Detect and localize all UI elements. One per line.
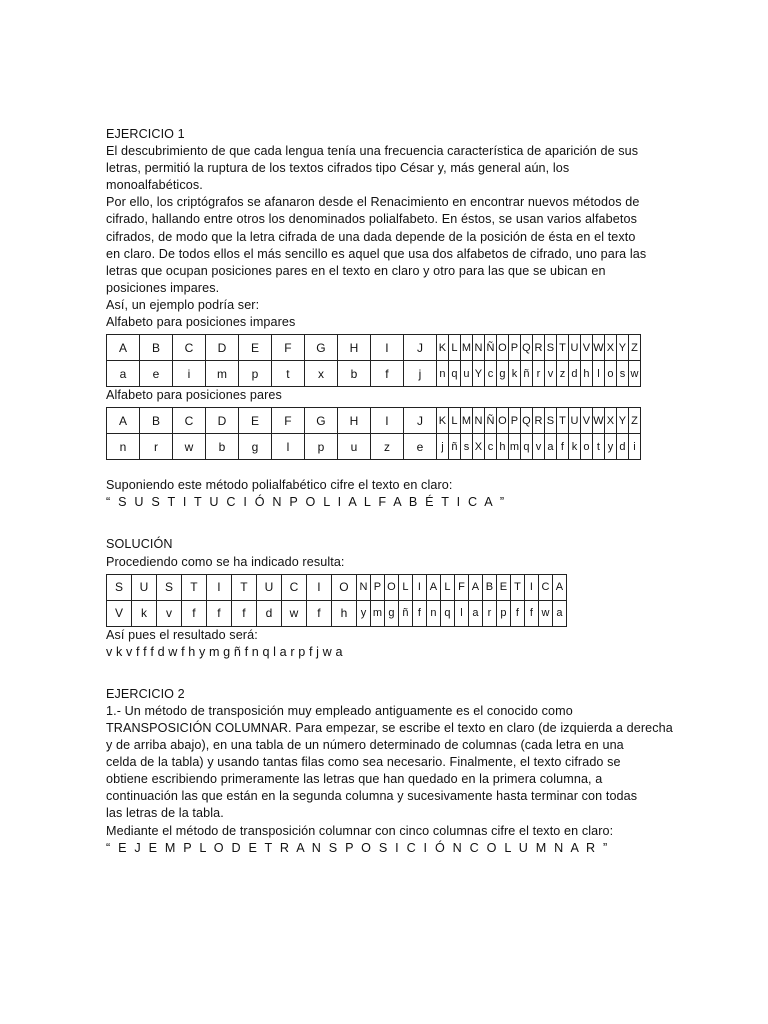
table-cell: f xyxy=(207,600,232,626)
table-cell: f xyxy=(413,600,427,626)
table-cell: U xyxy=(569,335,581,361)
table-cell: g xyxy=(497,361,509,387)
table-cell: p xyxy=(239,361,272,387)
table-cell: I xyxy=(413,574,427,600)
table-row xyxy=(107,408,641,434)
paragraph-line: y de arriba abajo), en una tabla de un número determinado de columnas (cada letra en una xyxy=(106,738,624,753)
table-cell: E xyxy=(239,335,272,361)
table-cell: Y xyxy=(617,335,629,361)
even-alphabet-table xyxy=(106,407,641,460)
table-cell: S xyxy=(545,335,557,361)
table-cell: I xyxy=(307,574,332,600)
table-cell: A xyxy=(553,574,567,600)
paragraph-line: posiciones impares. xyxy=(106,280,220,295)
table-cell: a xyxy=(545,434,557,460)
table-cell: f xyxy=(557,434,569,460)
table-cell: T xyxy=(557,408,569,434)
result-label: Así pues el resultado será: xyxy=(106,627,258,642)
table-cell: Z xyxy=(629,408,641,434)
table-cell: n xyxy=(427,600,441,626)
odd-alphabet-table xyxy=(106,334,641,387)
table-cell: ñ xyxy=(449,434,461,460)
solution-table xyxy=(106,574,567,627)
paragraph-line: cifrados, de modo que la letra cifrada de una dada depende de la posición de ésta en el texto xyxy=(106,229,636,244)
table-cell: N xyxy=(473,408,485,434)
table-cell: C xyxy=(282,574,307,600)
table-cell: O xyxy=(332,574,357,600)
table-cell: M xyxy=(461,335,473,361)
table-cell: z xyxy=(557,361,569,387)
paragraph-line: en claro. De todos ellos el más sencillo es aquel que usa dos alfabetos de cifrado, uno para las xyxy=(106,246,647,261)
table-cell: u xyxy=(338,434,371,460)
paragraph-line: obtiene escribiendo primeramente las letras que han quedado en la primera columna, a xyxy=(106,772,603,787)
example-intro: Así, un ejemplo podría ser: xyxy=(106,297,260,312)
table-cell: r xyxy=(533,361,545,387)
table-cell: S xyxy=(545,408,557,434)
table-cell: T xyxy=(511,574,525,600)
table-cell: L xyxy=(449,335,461,361)
table-cell: K xyxy=(437,408,449,434)
table-cell: k xyxy=(569,434,581,460)
table-cell: L xyxy=(399,574,413,600)
table-cell: i xyxy=(173,361,206,387)
table-cell: Q xyxy=(521,335,533,361)
table-cell: M xyxy=(461,408,473,434)
table-cell: d xyxy=(569,361,581,387)
table-cell: G xyxy=(305,408,338,434)
table-cell: J xyxy=(404,335,437,361)
table-cell: v xyxy=(157,600,182,626)
table-cell: h xyxy=(332,600,357,626)
table-cell: d xyxy=(257,600,282,626)
table-cell: v xyxy=(545,361,557,387)
table-cell: p xyxy=(497,600,511,626)
table-cell: s xyxy=(461,434,473,460)
table-cell: c xyxy=(485,434,497,460)
exercise-1-heading: EJERCICIO 1 xyxy=(106,127,185,141)
table-cell: O xyxy=(385,574,399,600)
table-cell: O xyxy=(497,408,509,434)
table-cell: f xyxy=(371,361,404,387)
table-cell: v xyxy=(533,434,545,460)
paragraph-line: las letras de la tabla. xyxy=(106,806,224,821)
table-cell: C xyxy=(173,335,206,361)
table-cell: o xyxy=(605,361,617,387)
table-cell: b xyxy=(338,361,371,387)
table-cell: Q xyxy=(521,408,533,434)
table-cell: j xyxy=(404,361,437,387)
table-cell: K xyxy=(437,335,449,361)
table-cell: O xyxy=(497,335,509,361)
table-cell: a xyxy=(469,600,483,626)
table-cell: d xyxy=(617,434,629,460)
table-row xyxy=(107,361,641,387)
table-cell: k xyxy=(509,361,521,387)
table-cell: l xyxy=(455,600,469,626)
table-cell: g xyxy=(385,600,399,626)
table-cell: E xyxy=(497,574,511,600)
table-cell: q xyxy=(441,600,455,626)
table-cell: m xyxy=(206,361,239,387)
table-cell: V xyxy=(581,408,593,434)
table-cell: Y xyxy=(617,408,629,434)
paragraph-line: Mediante el método de transposición columnar con cinco columnas cifre el texto en claro: xyxy=(106,823,614,838)
table-cell: q xyxy=(521,434,533,460)
table-cell: k xyxy=(132,600,157,626)
table-cell: I xyxy=(525,574,539,600)
table-cell: U xyxy=(257,574,282,600)
paragraph-line: monoalfabéticos. xyxy=(106,178,203,193)
table-cell: F xyxy=(455,574,469,600)
table-cell: w xyxy=(629,361,641,387)
table-cell: I xyxy=(371,335,404,361)
table-row xyxy=(107,335,641,361)
paragraph-line: letras que ocupan posiciones pares en el texto en claro y otro para las que se ubican en xyxy=(106,263,606,278)
table-cell: B xyxy=(483,574,497,600)
table-cell: A xyxy=(469,574,483,600)
paragraph-line: continuación las que están en la segunda columna y sucesivamente hasta terminar con todas xyxy=(106,789,638,804)
table-row xyxy=(107,434,641,460)
table-cell: T xyxy=(557,335,569,361)
table-cell: F xyxy=(272,335,305,361)
table-cell: J xyxy=(404,408,437,434)
table-cell: a xyxy=(107,361,140,387)
table-cell: R xyxy=(533,408,545,434)
table-cell: Z xyxy=(629,335,641,361)
even-alphabet-label: Alfabeto para posiciones pares xyxy=(106,388,282,403)
table-cell: f xyxy=(182,600,207,626)
table-cell: z xyxy=(371,434,404,460)
table-cell: R xyxy=(533,335,545,361)
table-cell: T xyxy=(182,574,207,600)
table-cell: N xyxy=(357,574,371,600)
table-cell: A xyxy=(107,335,140,361)
exercise-2-plaintext: “ E J E M P L O D E T R A N S P O S I C I Ó N C O L U M N A R ” xyxy=(106,840,610,855)
table-cell: n xyxy=(437,361,449,387)
table-cell: Y xyxy=(473,361,485,387)
table-row xyxy=(107,574,567,600)
table-cell: I xyxy=(207,574,232,600)
table-cell: o xyxy=(581,434,593,460)
table-cell: X xyxy=(605,335,617,361)
exercise-2-heading: EJERCICIO 2 xyxy=(106,686,185,701)
table-cell: L xyxy=(441,574,455,600)
table-cell: g xyxy=(239,434,272,460)
table-cell: X xyxy=(605,408,617,434)
table-cell: b xyxy=(206,434,239,460)
paragraph-line: El descubrimiento de que cada lengua tenía una frecuencia característica de aparición de sus xyxy=(106,144,639,159)
table-cell: r xyxy=(483,600,497,626)
table-cell: j xyxy=(437,434,449,460)
table-cell: N xyxy=(473,335,485,361)
table-cell: f xyxy=(232,600,257,626)
table-cell: A xyxy=(107,408,140,434)
table-cell: m xyxy=(371,600,385,626)
table-cell: H xyxy=(338,408,371,434)
table-cell: Ñ xyxy=(485,408,497,434)
table-cell: x xyxy=(305,361,338,387)
paragraph-line: celda de la tabla) y usando tantas filas como sea necesario. Finalmente, el texto cifrado se xyxy=(106,755,621,770)
table-cell: e xyxy=(404,434,437,460)
table-cell: y xyxy=(357,600,371,626)
table-cell: p xyxy=(305,434,338,460)
table-cell: U xyxy=(132,574,157,600)
table-cell: i xyxy=(629,434,641,460)
table-cell: w xyxy=(282,600,307,626)
table-cell: D xyxy=(206,408,239,434)
paragraph-line: cifrado, hallando entre otros los denominados polialfabeto. En éstos, se usan varios alfabetos xyxy=(106,212,637,227)
document-page xyxy=(106,126,673,857)
table-cell: ñ xyxy=(399,600,413,626)
table-cell: V xyxy=(581,335,593,361)
table-cell: m xyxy=(509,434,521,460)
solution-heading: SOLUCIÓN xyxy=(106,537,173,552)
table-cell: C xyxy=(539,574,553,600)
table-cell: T xyxy=(232,574,257,600)
paragraph-line: 1.- Un método de transposición muy empleado antiguamente es el conocido como xyxy=(106,703,573,718)
table-cell: V xyxy=(107,600,132,626)
table-cell: t xyxy=(272,361,305,387)
table-cell: f xyxy=(307,600,332,626)
table-cell: u xyxy=(461,361,473,387)
table-cell: I xyxy=(371,408,404,434)
table-cell: h xyxy=(497,434,509,460)
table-cell: X xyxy=(473,434,485,460)
table-cell: F xyxy=(272,408,305,434)
table-cell: e xyxy=(140,361,173,387)
table-cell: B xyxy=(140,335,173,361)
table-cell: w xyxy=(539,600,553,626)
table-cell: S xyxy=(107,574,132,600)
table-cell: f xyxy=(511,600,525,626)
table-cell: h xyxy=(581,361,593,387)
table-cell: s xyxy=(617,361,629,387)
table-cell: U xyxy=(569,408,581,434)
table-row xyxy=(107,600,567,626)
result-ciphertext: v k v f f f d w f h y m g ñ f n q l a r p f j w a xyxy=(106,644,343,659)
paragraph-line: TRANSPOSICIÓN COLUMNAR. Para empezar, se escribe el texto en claro (de izquierda a derecha xyxy=(106,720,673,735)
table-cell: a xyxy=(553,600,567,626)
table-cell: P xyxy=(509,408,521,434)
table-cell: E xyxy=(239,408,272,434)
table-cell: Ñ xyxy=(485,335,497,361)
table-cell: n xyxy=(107,434,140,460)
table-cell: P xyxy=(371,574,385,600)
table-cell: y xyxy=(605,434,617,460)
table-cell: l xyxy=(272,434,305,460)
table-cell: L xyxy=(449,408,461,434)
table-cell: f xyxy=(525,600,539,626)
table-cell: A xyxy=(427,574,441,600)
odd-alphabet-label: Alfabeto para posiciones impares xyxy=(106,315,296,330)
table-cell: l xyxy=(593,361,605,387)
table-cell: W xyxy=(593,335,605,361)
table-cell: w xyxy=(173,434,206,460)
table-cell: C xyxy=(173,408,206,434)
solution-intro: Procediendo como se ha indicado resulta: xyxy=(106,554,345,569)
table-cell: t xyxy=(593,434,605,460)
table-cell: q xyxy=(449,361,461,387)
table-cell: B xyxy=(140,408,173,434)
table-cell: S xyxy=(157,574,182,600)
table-cell: ñ xyxy=(521,361,533,387)
table-cell: c xyxy=(485,361,497,387)
table-cell: D xyxy=(206,335,239,361)
table-cell: r xyxy=(140,434,173,460)
exercise-1-plaintext: “ S U S T I T U C I Ó N P O L I A L F A B É T I C A ” xyxy=(106,495,507,510)
table-cell: H xyxy=(338,335,371,361)
table-cell: G xyxy=(305,335,338,361)
paragraph-line: letras, permitió la ruptura de los textos cifrados tipo César y, más general aún, los xyxy=(106,161,570,176)
exercise-1-prompt: Suponiendo este método polialfabético cifre el texto en claro: xyxy=(106,478,453,493)
paragraph-line: Por ello, los criptógrafos se afanaron desde el Renacimiento en encontrar nuevos métodos de xyxy=(106,195,640,210)
table-cell: P xyxy=(509,335,521,361)
table-cell: W xyxy=(593,408,605,434)
